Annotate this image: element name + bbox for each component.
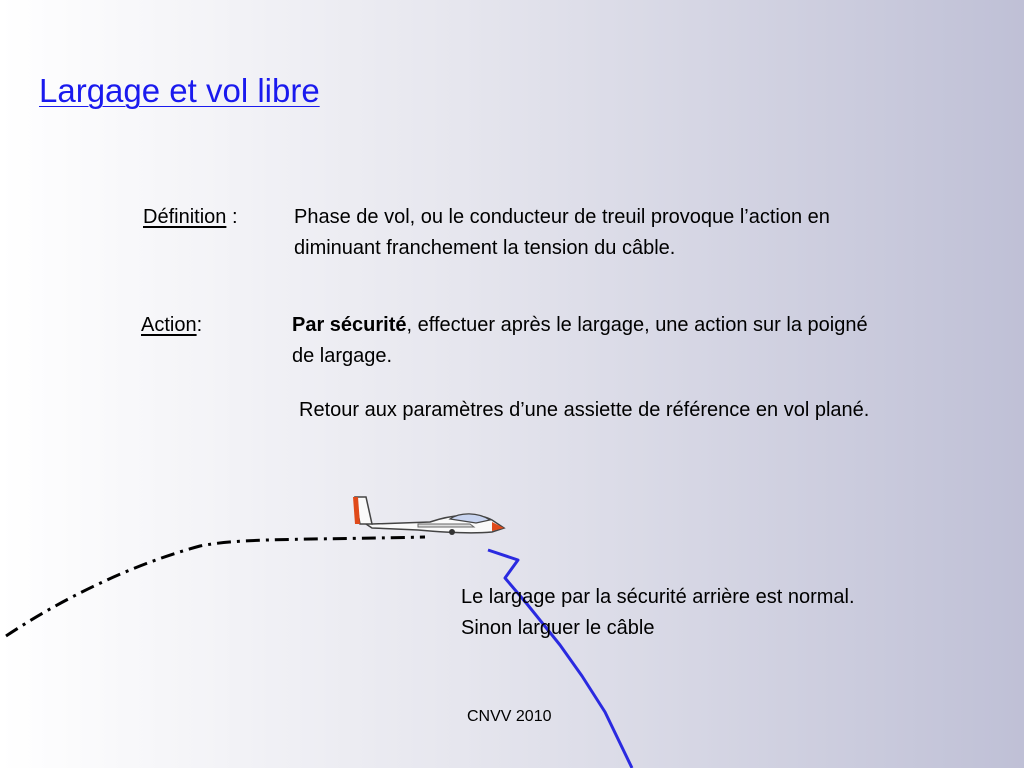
action-line-2: de largage. [292, 345, 393, 367]
glider-trajectory [6, 537, 425, 636]
definition-label: Définition [143, 206, 227, 228]
action-line-3: Retour aux paramètres d’une assiette de référence en vol plané. [299, 399, 870, 421]
slide-title[interactable]: Largage et vol libre [39, 72, 320, 109]
note-line-1: Le largage par la sécurité arrière est normal. [461, 586, 855, 608]
definition-line-1: Phase de vol, ou le conducteur de treuil provoque l’action en [294, 206, 830, 228]
action-separator: : [196, 314, 203, 336]
action-bold-lead: Par sécurité [292, 314, 407, 336]
definition-line-2: diminuant franchement la tension du câble. [294, 237, 676, 259]
release-note [461, 582, 855, 644]
definition-separator: : [226, 206, 238, 228]
note-line-2: Sinon larguer le câble [461, 617, 655, 639]
glider-icon [353, 497, 504, 535]
footer-label: CNVV 2010 [467, 708, 552, 725]
action-line-1-rest: , effectuer après le largage, une action sur la poigné [406, 314, 868, 336]
action-label: Action [141, 314, 197, 336]
